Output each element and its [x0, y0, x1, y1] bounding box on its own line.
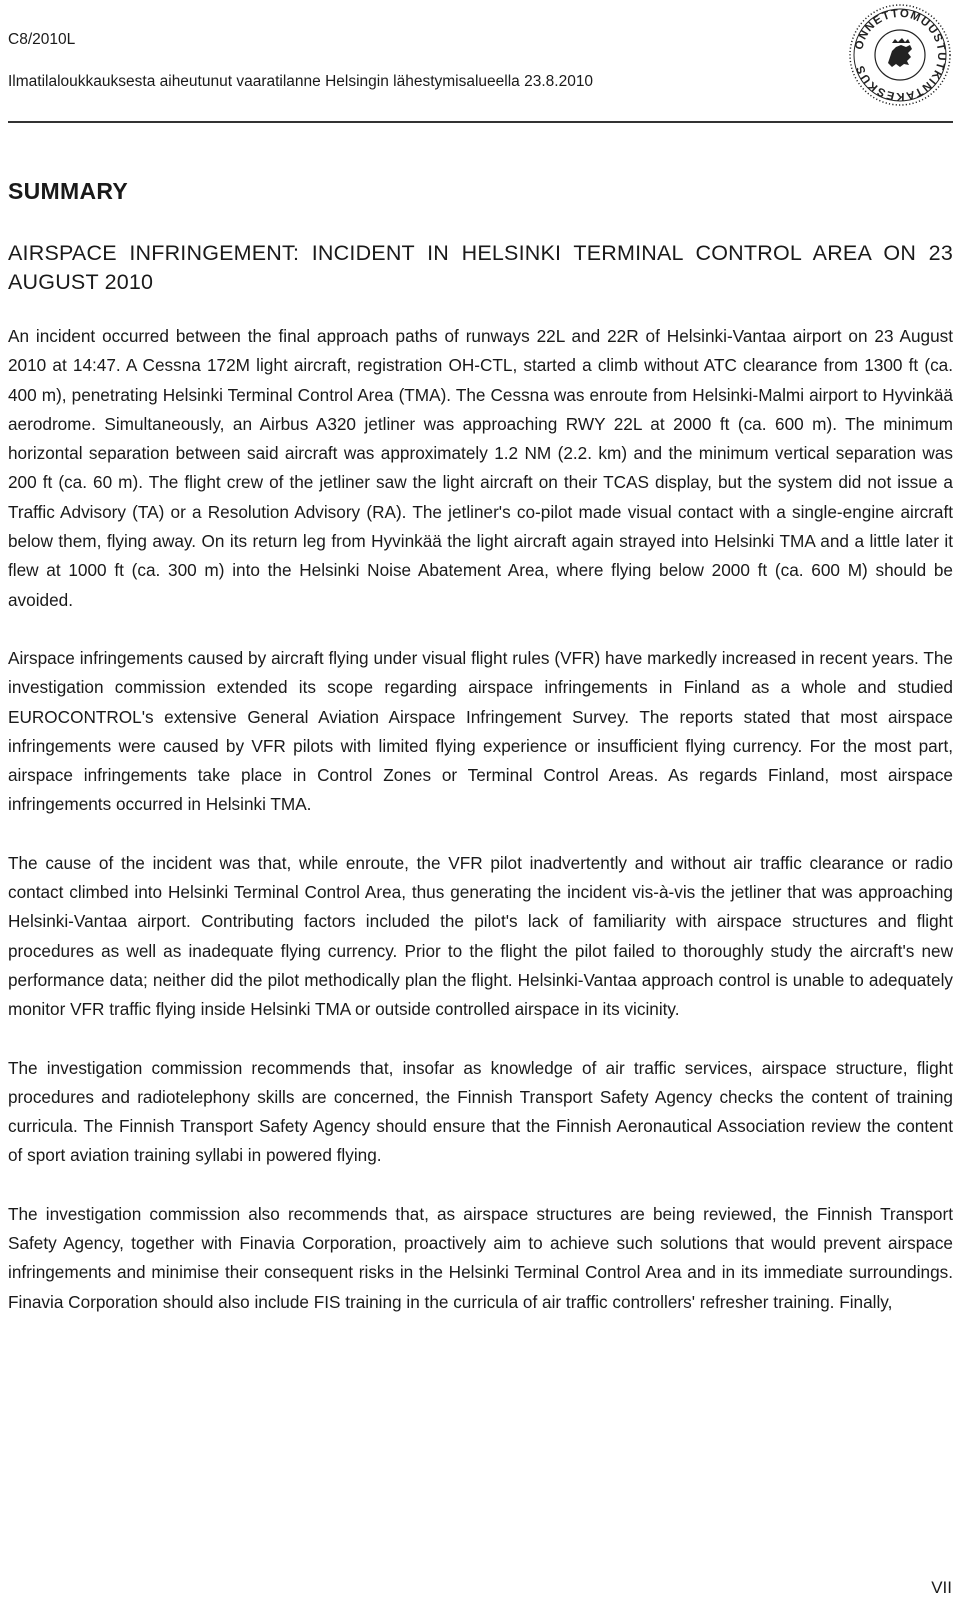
report-title-english: AIRSPACE INFRINGEMENT: INCIDENT IN HELSINKI TERMINAL CONTROL AREA ON 23 AUGUST 2010 — [8, 241, 953, 294]
summary-heading: SUMMARY — [8, 178, 129, 204]
paragraph-cause: The cause of the incident was that, while enroute, the VFR pilot inadvertently and without air traffic clearance or radio contact climbed into Helsinki Terminal Control Area, thus generating the incident vis-à-vis the jetliner that was approaching Helsinki-Vantaa airport. Contributing factors included the pilot's lack of familiarity with airspace structures and flight procedures as well as inadequate flying currency. Prior to the flight the pilot failed to thoroughly study the aircraft's new performance data; neither did the pilot methodically plan the flight. Helsinki-Vantaa approach control is unable to adequately monitor VFR traffic flying inside Helsinki TMA or outside controlled airspace in its vicinity. — [8, 852, 953, 1020]
lion-emblem-icon — [888, 38, 912, 67]
report-code: C8/2010L — [8, 31, 76, 48]
page-number: VII — [931, 1578, 952, 1597]
paragraph-recommendation-training: The investigation commission recommends that, insofar as knowledge of air traffic services, airspace structure, flight procedures and radiotelephony skills are concerned, the Finnish Transport Safety Agency checks the content of training curricula. The Finnish Transport Safety Agency should ensure that the Finnish Aeronautical Association review the content of sport aviation training syllabi in powered flying. — [8, 1057, 953, 1166]
summary-section — [8, 177, 953, 1317]
paragraph-incident-description: An incident occurred between the final approach paths of runways 22L and 22R of Helsinki-Vantaa airport on 23 August 2010 at 14:47. A Cessna 172M light aircraft, registration OH-CTL, started a climb without ATC clearance from 1300 ft (ca. 400 m), penetrating Helsinki Terminal Control Area (TMA). The Cessna was enroute from Helsinki-Malmi airport to Hyvinkää aerodrome. Simultaneously, an Airbus A320 jetliner was approaching RWY 22L at 2000 ft (ca. 600 m). The minimum horizontal separation between said aircraft was approximately 1.2 NM (2.2. km) and the minimum vertical separation was 200 ft (ca. 60 m). The flight crew of the jetliner saw the light aircraft on their TCAS display, but the system did not issue a Traffic Advisory (TA) or a Resolution Advisory (RA). The jetliner's co-pilot made visual contact with a single-engine aircraft below them, flying away. On its return leg from Hyvinkää the light aircraft again strayed into Helsinki TMA and a little later it flew at 1000 ft (ca. 300 m) into the Helsinki Noise Abatement Area, where flying below 2000 ft (ca. 600 M) should be avoided. — [8, 326, 953, 610]
paragraph-airspace-infringements: Airspace infringements caused by aircraft flying under visual flight rules (VFR) have markedly increased in recent years. The investigation commission extended its scope regarding airspace infringements in Finland as a whole and studied EUROCONTROL's extensive General Aviation Airspace Infringement Survey. The reports stated that most airspace infringements were caused by VFR pilots with limited flying experience or insufficient flying currency. For the most part, airspace infringements take place in Control Zones or Terminal Control Areas. As regards Finland, most airspace infringements occurred in Helsinki TMA. — [8, 647, 953, 815]
seal-lettering: ONNETTOMUUSTUTKINTAKESKUS — [853, 7, 948, 103]
agency-seal-logo — [848, 3, 952, 107]
report-title-finnish: Ilmatilaloukkauksesta aiheutunut vaaratilanne Helsingin lähestymisalueella 23.8.2010 — [8, 73, 594, 90]
header-divider — [8, 121, 953, 123]
paragraph-recommendation-airspace: The investigation commission also recommends that, as airspace structures are being reviewed, the Finnish Transport Safety Agency, together with Finavia Corporation, proactively aim to achieve such solutions that would prevent airspace infringements and minimise their consequent risks in the Helsinki Terminal Control Area and in its immediate surroundings. Finavia Corporation should also include FIS training in the curricula of air traffic controllers' refresher training. Finally, — [8, 1203, 953, 1312]
